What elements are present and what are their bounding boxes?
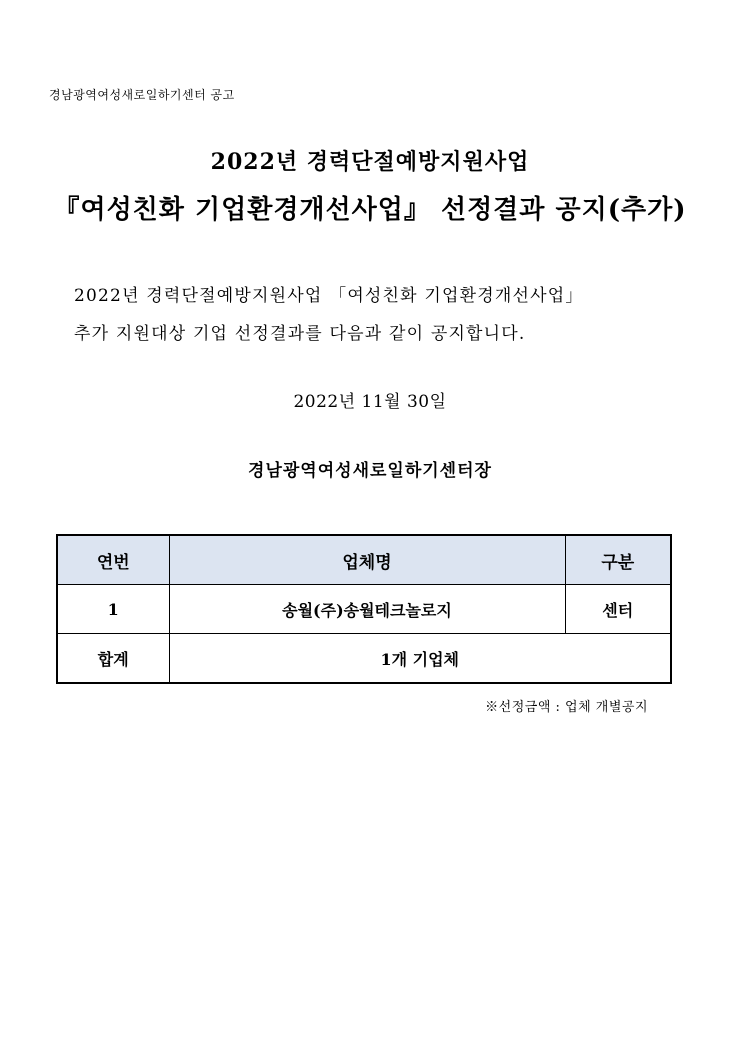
body-line-2: 추가 지원대상 기업 선정결과를 다음과 같이 공지합니다. — [74, 324, 526, 344]
announcement-body — [74, 277, 694, 353]
page-title-line2: 『여성친화 기업환경개선사업』 선정결과 공지(추가) — [53, 195, 687, 225]
body-line-1: 2022년 경력단절예방지원사업 「여성친화 기업환경개선사업」 — [74, 286, 584, 306]
table-total-row — [57, 634, 671, 684]
header-number: 연번 — [57, 535, 169, 585]
announcement-source: 경남광역여성새로일하기센터 공고 — [49, 88, 235, 102]
page-title-line1: 2022년 경력단절예방지원사업 — [210, 149, 530, 175]
row-number: 1 — [57, 585, 169, 634]
table-row — [57, 585, 671, 634]
issuer-name: 경남광역여성새로일하기센터장 — [248, 461, 492, 481]
row-category: 센터 — [565, 585, 671, 634]
total-label: 합계 — [57, 634, 169, 684]
header-category: 구분 — [565, 535, 671, 585]
total-value: 1개 기업체 — [169, 634, 671, 684]
footnote: ※선정금액 : 업체 개별공지 — [485, 700, 648, 715]
selection-result-table — [56, 534, 672, 684]
table-header-row — [57, 535, 671, 585]
row-company-name: 송월(주)송월테크놀로지 — [169, 585, 565, 634]
notice-date: 2022년 11월 30일 — [293, 392, 447, 412]
header-company-name: 업체명 — [169, 535, 565, 585]
